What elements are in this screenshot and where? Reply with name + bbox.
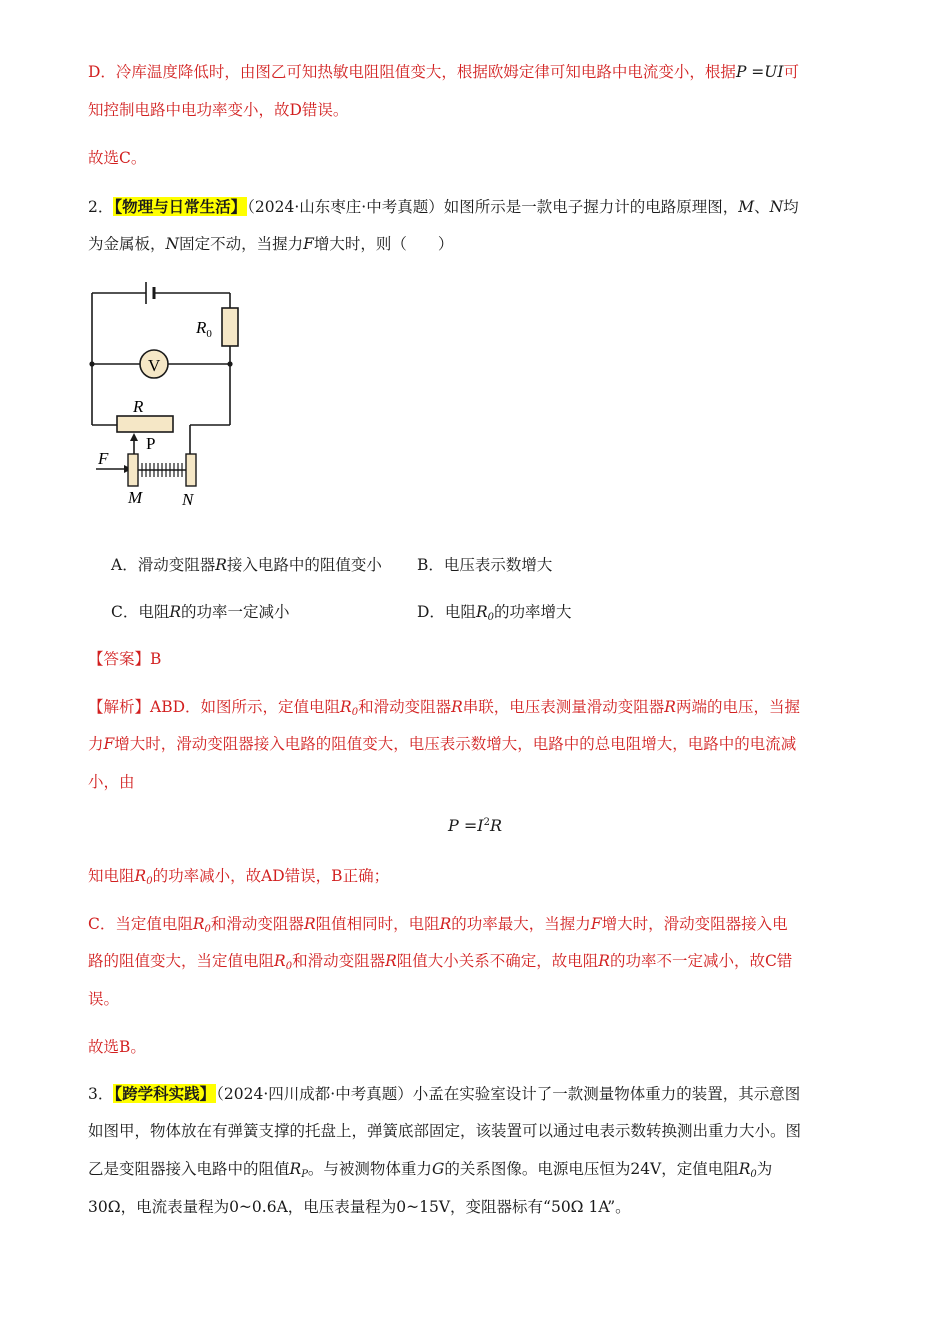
q3-line1 (88, 1083, 800, 1105)
prev-d-formula: P =UI (735, 63, 784, 81)
q2-analysis-line7: 误。 (88, 990, 120, 1008)
formula-r: R (489, 816, 502, 835)
an-l1-a: ABD．如图所示，定值电阻 (150, 698, 341, 716)
q2-l2-b: 固定不动，当握力 (179, 235, 304, 253)
q3-l3-r0: R (738, 1160, 751, 1178)
junction-left (89, 361, 94, 366)
voltmeter-label: V (148, 356, 161, 375)
an-l2-a: 力 (88, 735, 104, 753)
an-l5-b: 和滑动变阻器 (210, 915, 304, 933)
prev-option-d-line1 (88, 61, 799, 83)
slide-resistor (117, 416, 173, 432)
q3-l3-c: 的关系图像。电源电压恒为24V，定值电阻 (444, 1160, 739, 1178)
an-l6-c: 阻值大小关系不确定，故电阻 (396, 952, 599, 970)
q3-number: 3． (88, 1085, 114, 1103)
q2-line1 (88, 196, 799, 218)
an-l2-b: 增大时，滑动变阻器接入电路的阻值变大，电压表示数增大，电路中的总电阻增大，电路中的电流减 (114, 735, 797, 753)
an-l5-a: C．当定值电阻 (88, 915, 193, 933)
q3-line3 (88, 1158, 772, 1186)
q2-source: （2024·山东枣庄·中考真题）如图所示是一款电子握力计的电路原理图， (247, 198, 739, 216)
p-label: P (146, 434, 156, 453)
q2-option-a[interactable] (111, 553, 382, 575)
q3-l3-d: 为 (756, 1160, 773, 1178)
an-l6-a: 路的阻值变大，当定值电阻 (88, 952, 275, 970)
f-label: F (98, 449, 109, 468)
q2-answer: 【答案】B (88, 650, 162, 668)
an-l5-r2: R (439, 915, 452, 933)
q2-l2-f: F (303, 235, 314, 253)
q2-option-c[interactable] (111, 600, 290, 622)
an-l4-sub: 0 (146, 876, 153, 887)
analysis-head: 【解析】 (88, 698, 151, 716)
q3-l1: （2024·四川成都·中考真题）小孟在实验室设计了一款测量物体重力的装置，其示意图 (216, 1085, 801, 1103)
an-l5-e: 增大时，滑动变阻器接入电 (601, 915, 788, 933)
m-label: M (128, 488, 143, 507)
an-l5-d: 的功率最大，当握力 (451, 915, 591, 933)
an-l6-d: 的功率不一定减小，故C错 (609, 952, 793, 970)
q3-l3-b: 。与被测物体重力 (307, 1160, 432, 1178)
an-l1-r2: R (664, 698, 676, 716)
q2-category-tag: 【物理与日常生活】 (114, 197, 247, 216)
opt-d-sub: 0 (487, 612, 494, 623)
r0-label: $R_0$ (196, 318, 212, 340)
q2-option-b[interactable]: B．电压表示数增大 (417, 556, 553, 574)
an-l4-b: 的功率减小，故AD错误，B正确； (152, 867, 390, 885)
opt-d-text: D．电阻 (417, 603, 476, 621)
junction-right (227, 361, 232, 366)
opt-a-text-2: 接入电路中的阻值变小 (226, 556, 382, 574)
an-l1-b: 和滑动变阻器 (358, 698, 452, 716)
an-l1-d: 两端的电压，当握 (675, 698, 800, 716)
q3-l3-sub0: 0 (750, 1169, 757, 1180)
q2-text-end: 均 (783, 198, 799, 216)
opt-a-r: R (215, 556, 227, 574)
prev-conclusion: 故选C。 (88, 149, 147, 167)
q3-category-tag: 【跨学科实践】 (114, 1084, 216, 1103)
q2-analysis-line6 (88, 950, 792, 978)
q2-analysis-line4 (88, 865, 389, 893)
an-l6-r: R (385, 952, 397, 970)
q2-n-symbol: N (769, 198, 784, 216)
q2-number: 2． (88, 198, 114, 216)
an-l5-c: 阻值相同时，电阻 (315, 915, 440, 933)
r0-resistor (222, 308, 238, 346)
opt-d-r: R (475, 603, 488, 621)
q2-l2-n: N (165, 235, 180, 253)
slider-arrow (130, 433, 138, 441)
q3-l3-g: G (431, 1160, 445, 1178)
opt-c-r: R (169, 603, 182, 621)
q3-l3-r: R (289, 1160, 302, 1178)
q2-option-d[interactable] (417, 600, 572, 623)
an-l1-r: R (451, 698, 463, 716)
prev-d-text: D．冷库温度降低时，由图乙可知热敏电阻阻值变大，根据欧姆定律可知电路中电流变小，根据 (88, 63, 736, 81)
circuit-diagram (82, 278, 252, 510)
an-l1-c: 串联，电压表测量滑动变阻器 (462, 698, 665, 716)
opt-d-text-2: 的功率增大 (493, 603, 572, 621)
an-l1-r0: R (340, 698, 352, 716)
opt-a-text: A．滑动变阻器 (111, 556, 216, 574)
an-l5-sub: 0 (204, 924, 211, 935)
an-l6-sub: 0 (285, 961, 293, 972)
an-l5-r: R (303, 915, 316, 933)
q2-l2-a: 为金属板， (88, 235, 166, 253)
plate-m (128, 454, 138, 486)
q2-analysis-line2 (88, 733, 796, 755)
prev-option-d-line2: 知控制电路中电功率变小，故D错误。 (88, 101, 349, 119)
formula-sup: 2 (483, 817, 490, 828)
q2-formula (0, 816, 950, 835)
an-l4-r0: R (134, 867, 147, 885)
q2-separator: 、 (754, 198, 770, 216)
n-label: N (182, 490, 194, 509)
an-l6-b: 和滑动变阻器 (292, 952, 386, 970)
q3-l3-sub: P (301, 1169, 308, 1180)
q2-conclusion: 故选B。 (88, 1038, 146, 1056)
prev-d-text-2: 可 (783, 63, 799, 81)
q2-analysis-line1 (88, 696, 800, 724)
q3-line2: 如图甲，物体放在有弹簧支撑的托盘上，弹簧底部固定，该装置可以通过电表示数转换测出重力大小。图 (88, 1122, 802, 1140)
an-l4-a: 知电阻 (88, 867, 135, 885)
plate-n (186, 454, 196, 486)
q2-m-symbol: M (738, 198, 755, 216)
opt-c-text-2: 的功率一定减小 (181, 603, 290, 621)
q2-l2-c: 增大时，则（ ） (313, 235, 454, 253)
formula-p: P =I (448, 816, 484, 835)
q3-l3-a: 乙是变阻器接入电路中的阻值 (88, 1160, 290, 1178)
an-l6-r2: R (598, 952, 610, 970)
r-label: R (133, 397, 144, 416)
q3-line4: 30Ω，电流表量程为0~0.6A，电压表量程为0~15V，变阻器标有“50Ω 1A”。 (88, 1198, 631, 1216)
an-l1-sub: 0 (351, 707, 359, 718)
an-l2-f: F (103, 735, 115, 753)
an-l6-r0: R (274, 952, 286, 970)
q2-analysis-line3: 小，由 (88, 773, 135, 791)
q2-analysis-line5 (88, 913, 788, 941)
opt-c-text: C．电阻 (111, 603, 170, 621)
q2-line2 (88, 233, 453, 255)
an-l5-r0: R (192, 915, 205, 933)
an-l5-f: F (590, 915, 602, 933)
